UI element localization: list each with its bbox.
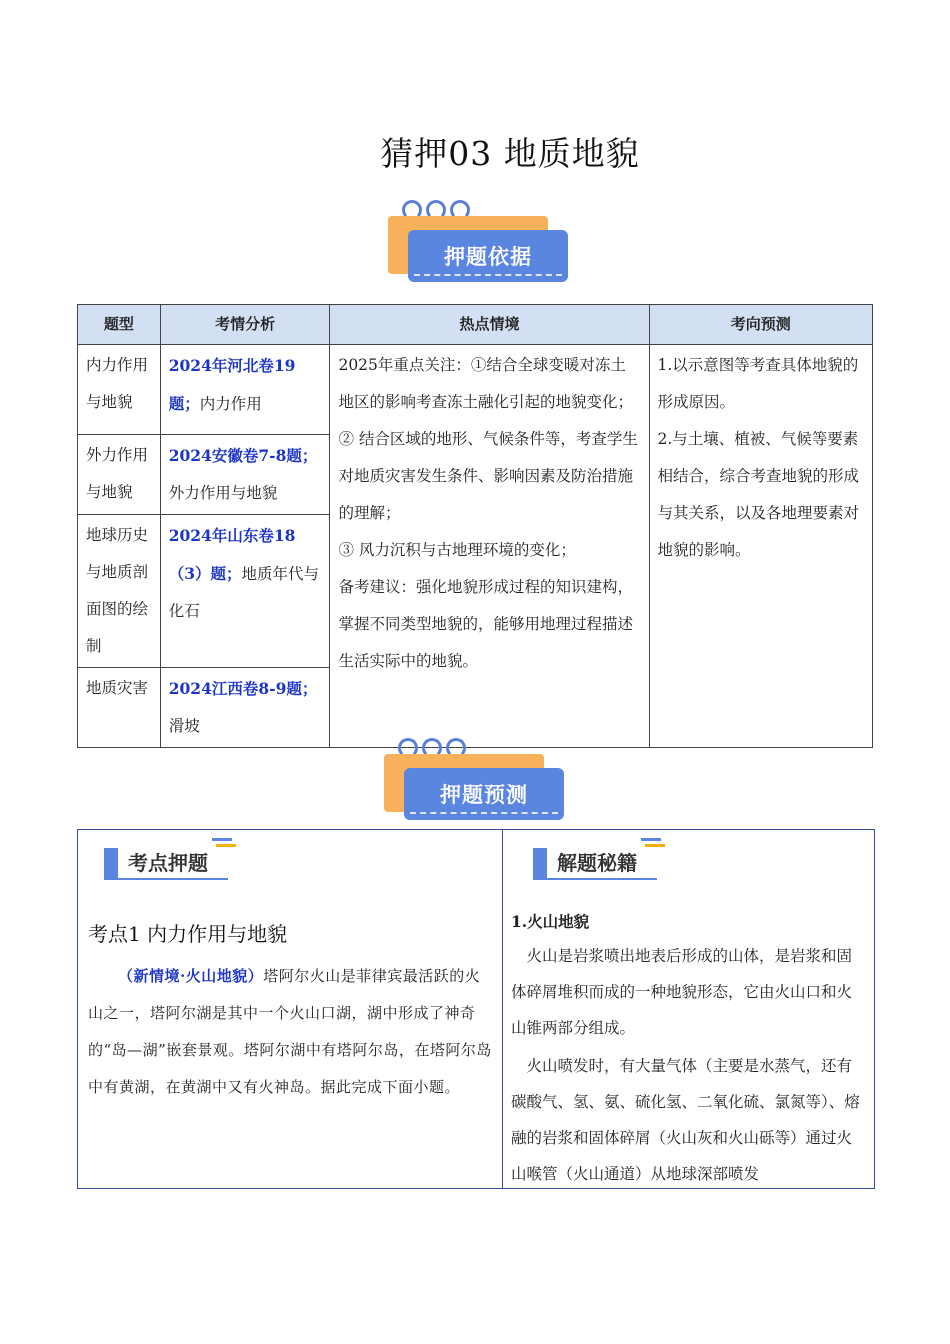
left-panel xyxy=(78,830,503,1188)
banner-predict-label: 押题预测 xyxy=(404,768,564,820)
cell-type: 地质灾害 xyxy=(78,668,161,748)
hot-line: 2025年重点关注：①结合全球变暖对冻土地区的影响考查冻土融化引起的地貌变化； xyxy=(338,356,633,411)
cell-type: 外力作用与地貌 xyxy=(78,435,161,515)
header-hotspot: 热点情境 xyxy=(330,305,649,345)
cell-type: 内力作用与地貌 xyxy=(78,345,161,435)
banner-predict xyxy=(382,738,562,828)
page-title: 猜押03 地质地貌 xyxy=(380,134,640,173)
banner-basis-label: 押题依据 xyxy=(408,230,568,282)
hot-line: ③ 风力沉积与古地理环境的变化； xyxy=(338,541,576,559)
cell-source: 2024安徽卷7-8题；外力作用与地貌 xyxy=(160,435,330,515)
tips-paragraph: 火山喷发时，有大量气体（主要是水蒸气，还有碳酸气、氢、氨、硫化氢、二氧化硫、氯氮等）、熔融的岩浆和固体碎屑（火山灰和火山砾等）通过火山喉管（火山通道）从地球深部喷发 xyxy=(511,1057,860,1183)
cell-source: 2024年河北卷19题；内力作用 xyxy=(160,345,330,435)
prediction-frame xyxy=(77,829,875,1189)
table-row xyxy=(78,345,873,435)
hot-line: ② 结合区域的地形、气候条件等，考查学生对地质灾害发生条件、影响因素及防治措施的理解； xyxy=(338,430,638,522)
question-text: （新情境·火山地貌）塔阿尔火山是菲律宾最活跃的火山之一，塔阿尔湖是其中一个火山口湖，湖中形成了神奇的“岛—湖”嵌套景观。塔阿尔湖中有塔阿尔岛，在塔阿尔岛中有黄湖，在黄湖中又有火神岛。据此完成下面小题。 xyxy=(88,967,492,1096)
cell-source: 2024年山东卷18（3）题；地质年代与化石 xyxy=(160,515,330,668)
forecast-line: 1.以示意图等考查具体地貌的形成原因。 xyxy=(657,356,859,411)
section-heading: 考点1 内力作用与地貌 xyxy=(88,922,288,946)
forecast-line: 2.与土壤、植被、气候等要素相结合，综合考查地貌的形成与其关系，以及各地理要素对地貌的影响。 xyxy=(657,430,860,559)
tag-jieti: 解题秘籍 xyxy=(533,848,657,880)
cell-source: 2024江西卷8-9题；滑坡 xyxy=(160,668,330,748)
table-header-row xyxy=(78,305,873,345)
right-panel xyxy=(503,830,874,1188)
cell-type: 地球历史与地质剖面图的绘制 xyxy=(78,515,161,668)
tips-heading: 1.火山地貌 xyxy=(511,912,590,931)
hot-line: 备考建议：强化地貌形成过程的知识建构，掌握不同类型地貌的，能够用地理过程描述生活实际中的地貌。 xyxy=(338,578,633,670)
cell-forecast xyxy=(649,345,872,748)
basis-table xyxy=(77,304,873,748)
header-analysis: 考情分析 xyxy=(160,305,330,345)
cell-hotspot xyxy=(330,345,649,748)
header-type: 题型 xyxy=(78,305,161,345)
tag-kaodian: 考点押题 xyxy=(104,848,228,880)
banner-basis xyxy=(386,200,566,290)
header-forecast: 考向预测 xyxy=(649,305,872,345)
tips-paragraph: 火山是岩浆喷出地表后形成的山体，是岩浆和固体碎屑堆积而成的一种地貌形态，它由火山口和火山锥两部分组成。 xyxy=(511,947,853,1037)
